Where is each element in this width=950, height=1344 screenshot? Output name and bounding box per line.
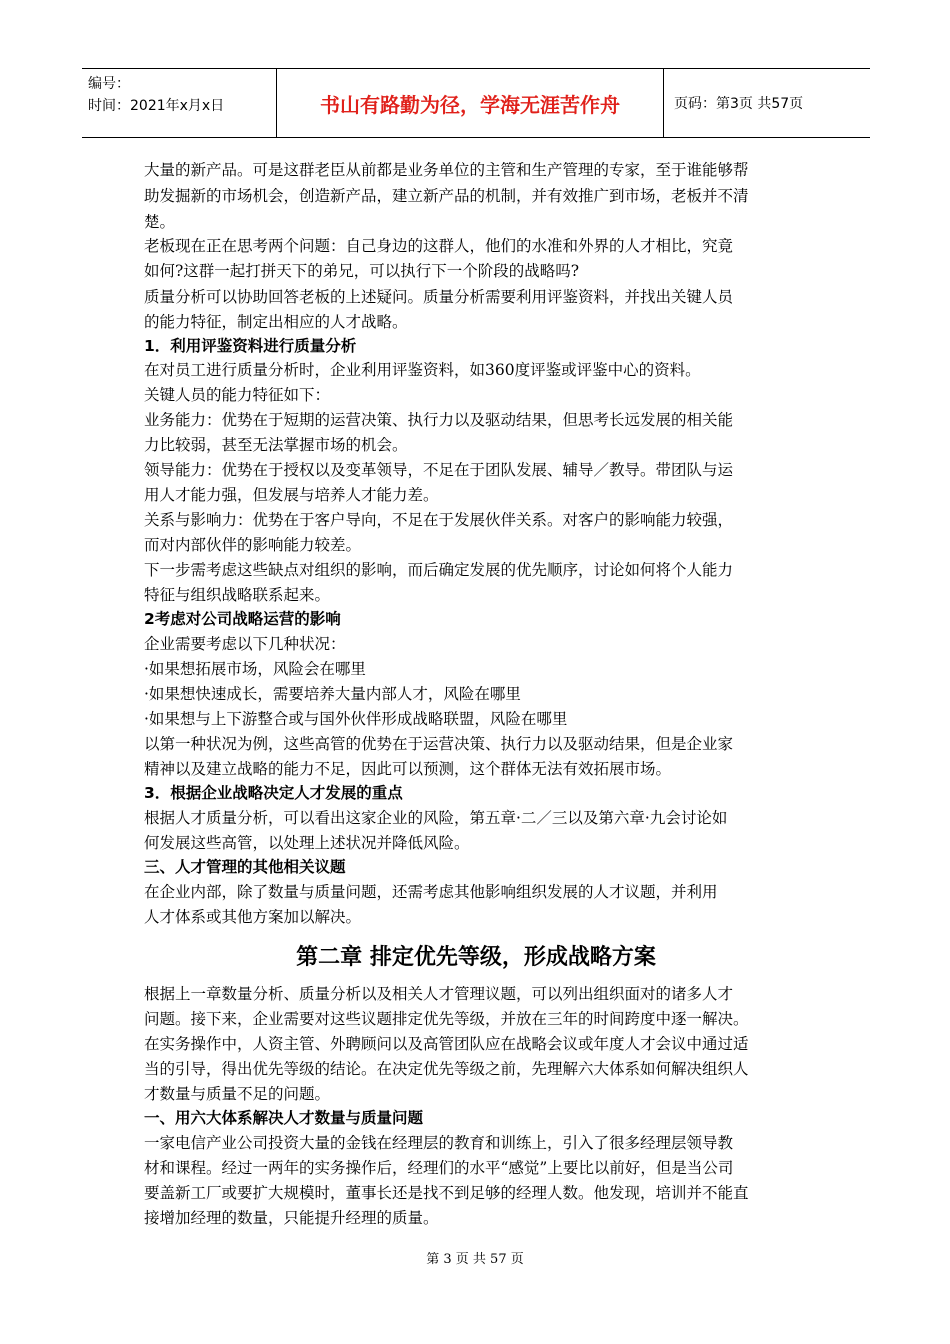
- header-meta: [82, 69, 277, 137]
- text-line: 企业需要考虑以下几种状况：: [144, 635, 346, 653]
- text-line: 在企业内部，除了数量与质量问题，还需考虑其他影响组织发展的人才议题，并利用: [144, 883, 718, 901]
- text-line: 而对内部伙伴的影响能力较差。: [144, 536, 362, 554]
- number-label: 编号：: [88, 76, 130, 92]
- text-line: ·如果想与上下游整合或与国外伙伴形成战略联盟，风险在哪里: [144, 710, 568, 728]
- text-line: 问题。接下来，企业需要对这些议题排定优先等级，并放在三年的时间跨度中逐一解决。: [144, 1010, 749, 1028]
- page-footer: 第 3 页 共 57 页: [426, 1252, 524, 1267]
- header-motto: 书山有路勤为径，学海无涯苦作舟: [277, 69, 664, 137]
- section-heading: 1．利用评鉴资料进行质量分析: [144, 337, 357, 355]
- time-label: 时间：2021年x月x日: [88, 98, 225, 114]
- text-line: 领导能力：优势在于授权以及变革领导，不足在于团队发展、辅导／教导。带团队与运: [144, 461, 734, 479]
- text-line: 在实务操作中，人资主管、外聘顾问以及高管团队应在战略会议或年度人才会议中通过适: [144, 1035, 749, 1053]
- text-line: 何发展这些高管，以处理上述状况并降低风险。: [144, 834, 470, 852]
- text-line: 接增加经理的数量，只能提升经理的质量。: [144, 1209, 439, 1227]
- text-line: 根据人才质量分析，可以看出这家企业的风险，第五章·二／三以及第六章·九会讨论如: [144, 809, 728, 827]
- text-line: 楚。: [144, 213, 176, 231]
- section-heading: 3．根据企业战略决定人才发展的重点: [144, 784, 403, 802]
- text-line: 业务能力：优势在于短期的运营决策、执行力以及驱动结果，但思考长远发展的相关能: [144, 411, 734, 429]
- text-line: 才数量与质量不足的问题。: [144, 1085, 331, 1103]
- text-line: 特征与组织战略联系起来。: [144, 586, 331, 604]
- text-line: 下一步需考虑这些缺点对组织的影响，而后确定发展的优先顺序，讨论如何将个人能力: [144, 561, 734, 579]
- section-heading: 2考虑对公司战略运营的影响: [144, 610, 341, 628]
- text-line: 老板现在正在思考两个问题：自己身边的这群人，他们的水准和外界的人才相比，究竟: [144, 237, 734, 255]
- text-line: 助发掘新的市场机会，创造新产品，建立新产品的机制，并有效推广到市场，老板并不清: [144, 187, 749, 205]
- text-line: 如何?这群一起打拼天下的弟兄，可以执行下一个阶段的战略吗?: [144, 262, 580, 280]
- text-line: 关键人员的能力特征如下：: [144, 386, 331, 404]
- section-heading: 三、人才管理的其他相关议题: [144, 858, 346, 876]
- text-line: 的能力特征，制定出相应的人才战略。: [144, 313, 408, 331]
- text-line: 用人才能力强，但发展与培养人才能力差。: [144, 486, 439, 504]
- header-page-label: 页码：第3页 共57页: [674, 96, 804, 112]
- text-line: 一家电信产业公司投资大量的金钱在经理层的教育和训练上，引入了很多经理层领导教: [144, 1134, 734, 1152]
- text-line: 质量分析可以协助回答老板的上述疑问。质量分析需要利用评鉴资料，并找出关键人员: [144, 288, 734, 306]
- text-line: 要盖新工厂或要扩大规模时，董事长还是找不到足够的经理人数。他发现，培训并不能直: [144, 1184, 749, 1202]
- text-line: 材和课程。经过一两年的实务操作后，经理们的水平“感觉”上要比以前好，但是当公司: [144, 1159, 734, 1177]
- text-line: ·如果想拓展市场，风险会在哪里: [144, 660, 366, 678]
- text-line: 以第一种状况为例，这些高管的优势在于运营决策、执行力以及驱动结果，但是企业家: [144, 735, 734, 753]
- text-line: 人才体系或其他方案加以解决。: [144, 908, 362, 926]
- section-heading: 一、用六大体系解决人才数量与质量问题: [144, 1109, 424, 1127]
- text-line: 力比较弱，甚至无法掌握市场的机会。: [144, 436, 408, 454]
- text-line: 当的引导，得出优先等级的结论。在决定优先等级之前，先理解六大体系如何解决组织人: [144, 1060, 749, 1078]
- text-line: 大量的新产品。可是这群老臣从前都是业务单位的主管和生产管理的专家，至于谁能够帮: [144, 161, 749, 179]
- text-line: ·如果想快速成长，需要培养大量内部人才，风险在哪里: [144, 685, 521, 703]
- text-line: 精神以及建立战略的能力不足，因此可以预测，这个群体无法有效拓展市场。: [144, 760, 672, 778]
- page-header: [82, 68, 870, 138]
- text-line: 根据上一章数量分析、质量分析以及相关人才管理议题，可以列出组织面对的诸多人才: [144, 985, 734, 1003]
- text-line: 在对员工进行质量分析时，企业利用评鉴资料，如360度评鉴或评鉴中心的资料。: [144, 361, 701, 379]
- text-line: 关系与影响力：优势在于客户导向，不足在于发展伙伴关系。对客户的影响能力较强，: [144, 511, 734, 529]
- chapter-title: 第二章 排定优先等级，形成战略方案: [296, 945, 656, 970]
